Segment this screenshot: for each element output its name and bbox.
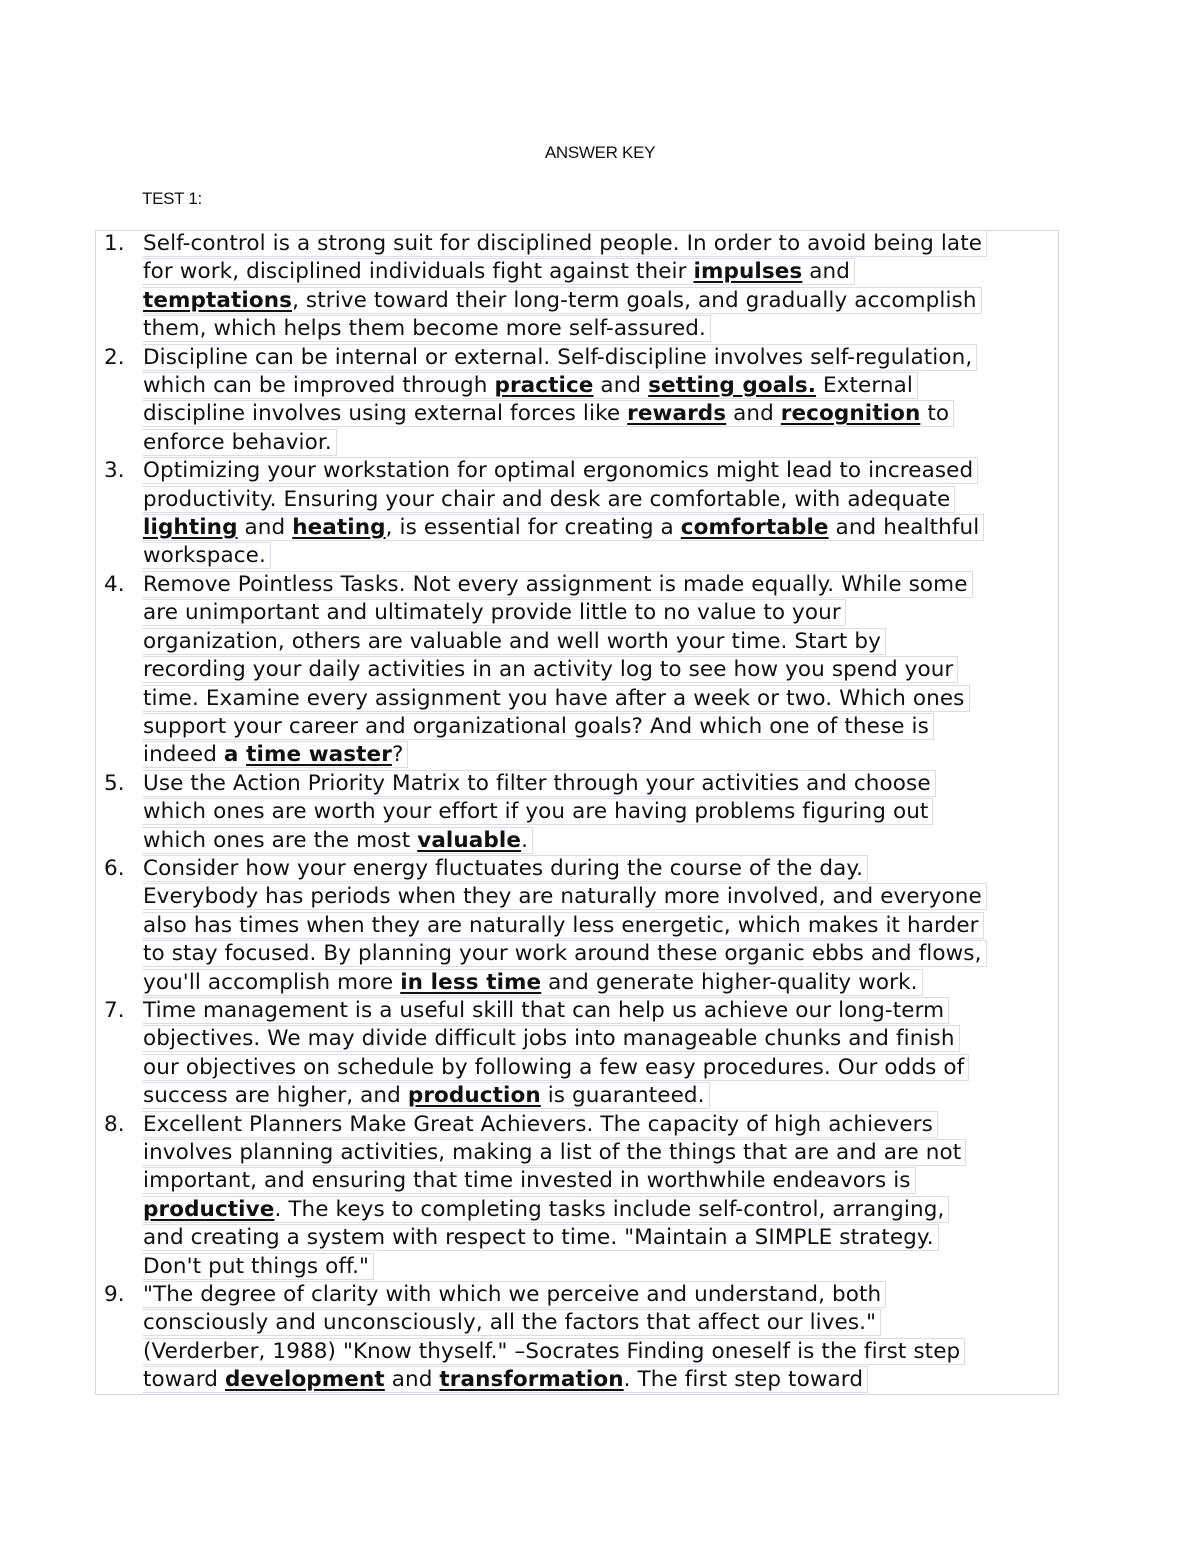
- answer-text: Excellent Planners Make Great Achievers. The capacity of high achievers: [143, 1111, 933, 1137]
- item-number: 6.: [104, 855, 125, 881]
- answer-text: . The keys to completing tasks include self-control, arranging,: [274, 1196, 945, 1222]
- answer-line-box: [142, 969, 923, 996]
- answer-line-box: [142, 315, 711, 342]
- answer-item: [104, 855, 1060, 997]
- answer-text: support your career and organizational goals? And which one of these is: [143, 713, 929, 739]
- answer-text: Don't put things off.": [143, 1253, 370, 1279]
- answer-line-box: [142, 798, 933, 825]
- answer-line-box: [142, 1196, 949, 1223]
- answer-text: productivity. Ensuring your chair and desk are comfortable, with adequate: [143, 486, 951, 512]
- answer-line: [142, 1111, 1060, 1139]
- answer-line: [142, 429, 1060, 457]
- answer-keyword: recognition: [780, 401, 921, 427]
- answer-text: and: [237, 515, 293, 541]
- answer-keyword: in less time: [400, 969, 542, 995]
- item-number: 2.: [104, 344, 125, 370]
- answer-line-box: [142, 997, 949, 1024]
- answer-text: and: [726, 401, 781, 427]
- answer-line-box: [142, 599, 846, 626]
- answer-keyword: setting goals.: [648, 373, 817, 399]
- answer-line: [142, 1338, 1060, 1366]
- answer-line-box: [142, 855, 868, 882]
- answer-line-box: [142, 230, 987, 257]
- answer-line-box: [142, 1025, 960, 1052]
- answer-line: [142, 1196, 1060, 1224]
- answer-line: [142, 912, 1060, 940]
- answer-text: Consider how your energy fluctuates during the course of the day.: [143, 855, 864, 881]
- answer-line: [142, 1366, 1060, 1394]
- answer-keyword: productive: [143, 1196, 275, 1222]
- item-number: 7.: [104, 997, 125, 1023]
- answer-line: [142, 997, 1060, 1025]
- answer-line-box: [142, 1111, 938, 1138]
- answer-text: toward: [143, 1367, 225, 1393]
- answer-text: (Verderber, 1988) "Know thyself." –Socrates Finding oneself is the first step: [143, 1338, 961, 1364]
- answer-line-box: [142, 457, 978, 484]
- answer-keyword: impulses: [693, 259, 803, 285]
- page-title: ANSWER KEY: [544, 143, 656, 162]
- answer-line-box: [142, 1139, 966, 1166]
- answer-line-box: [142, 372, 918, 399]
- answer-line-box: [142, 685, 970, 712]
- answer-line-box: [142, 344, 977, 371]
- answer-line: [142, 741, 1060, 769]
- answer-list: [104, 230, 1060, 1395]
- answer-line-box: [142, 741, 408, 768]
- answer-line: [142, 628, 1060, 656]
- answer-keyword: comfortable: [680, 515, 829, 541]
- answer-line-box: [142, 656, 958, 683]
- answer-line-box: [142, 827, 533, 854]
- answer-line-box: [142, 1224, 939, 1251]
- answer-keyword: transformation: [439, 1367, 624, 1393]
- answer-line: [142, 827, 1060, 855]
- answer-text: to: [920, 401, 950, 427]
- answer-line-box: [142, 571, 973, 598]
- answer-keyword: production: [407, 1083, 541, 1109]
- answer-line: [142, 315, 1060, 343]
- answer-line-box: [142, 287, 982, 314]
- answer-text: and: [593, 373, 649, 399]
- answer-line-box: [142, 258, 855, 285]
- bold-text: a: [223, 742, 247, 768]
- answer-keyword: valuable: [417, 827, 522, 853]
- answer-text: Use the Action Priority Matrix to filter through your activities and choose: [143, 770, 931, 796]
- test-heading: TEST 1:: [142, 189, 202, 208]
- answer-line-box: [142, 713, 934, 740]
- answer-line-box: [142, 486, 955, 513]
- answer-line: [142, 287, 1060, 315]
- answer-line: [142, 1139, 1060, 1167]
- answer-line-box: [142, 1167, 916, 1194]
- answer-item: [104, 1281, 1060, 1395]
- answer-text: ?: [391, 742, 404, 768]
- answer-item: [104, 571, 1060, 770]
- answer-line: [142, 514, 1060, 542]
- answer-keyword: time waster: [246, 742, 392, 768]
- answer-text: you'll accomplish more: [143, 969, 401, 995]
- answer-line-box: [142, 1281, 886, 1308]
- answer-line: [142, 571, 1060, 599]
- answer-line-box: [142, 1253, 374, 1280]
- answer-text: to stay focused. By planning your work around these organic ebbs and flows,: [143, 941, 982, 967]
- answer-line-box: [142, 883, 987, 910]
- answer-line-box: [142, 400, 954, 427]
- answer-text: which ones are the most: [143, 827, 418, 853]
- answer-line: [142, 883, 1060, 911]
- answer-line-box: [142, 940, 987, 967]
- item-number: 3.: [104, 458, 125, 484]
- answer-text: time. Examine every assignment you have after a week or two. Which ones: [143, 685, 965, 711]
- answer-text: and creating a system with respect to time. "Maintain a SIMPLE strategy.: [143, 1225, 934, 1251]
- answer-line: [142, 1224, 1060, 1252]
- answer-line: [142, 1025, 1060, 1053]
- answer-keyword: development: [225, 1367, 385, 1393]
- answer-text: involves planning activities, making a list of the things that are and are not: [143, 1140, 962, 1165]
- answer-item: [104, 230, 1060, 344]
- answer-line-box: [142, 1338, 965, 1365]
- answer-line: [142, 1253, 1060, 1281]
- answer-text: discipline involves using external forces like: [143, 401, 628, 427]
- answer-line: [142, 1082, 1060, 1110]
- answer-text: and healthful: [828, 515, 980, 541]
- answer-line: [142, 770, 1060, 798]
- answer-text: indeed: [143, 742, 224, 768]
- answer-line: [142, 457, 1060, 485]
- answer-line-box: [142, 912, 984, 939]
- answer-keyword: practice: [494, 373, 594, 399]
- answer-line: [142, 656, 1060, 684]
- answer-text: and generate higher-quality work.: [541, 969, 918, 995]
- answer-text: them, which helps them become more self-assured.: [143, 316, 706, 342]
- answer-line: [142, 344, 1060, 372]
- answer-text: Self-control is a strong suit for disciplined people. In order to avoid being late: [143, 231, 983, 256]
- answer-text: , strive toward their long-term goals, and gradually accomplish: [292, 287, 977, 313]
- answer-text: Discipline can be internal or external. Self-discipline involves self-regulation,: [143, 344, 973, 370]
- answer-item: [104, 1111, 1060, 1281]
- answer-text: Time management is a useful skill that can help us achieve our long-term: [143, 997, 945, 1023]
- answer-line: [142, 713, 1060, 741]
- answer-text: is guaranteed.: [540, 1083, 705, 1109]
- answer-keyword: heating: [292, 515, 386, 541]
- answer-line-box: [142, 770, 936, 797]
- answer-line: [142, 599, 1060, 627]
- answer-line-box: [142, 542, 271, 569]
- answer-text: Everybody has periods when they are naturally more involved, and everyone: [143, 884, 982, 910]
- answer-text: consciously and unconsciously, all the factors that affect our lives.": [143, 1310, 877, 1336]
- answer-text: enforce behavior.: [143, 429, 332, 455]
- answer-line: [142, 400, 1060, 428]
- answer-line: [142, 685, 1060, 713]
- answer-line-box: [142, 1082, 710, 1109]
- answer-text: also has times when they are naturally less energetic, which makes it harder: [143, 912, 979, 938]
- answer-line: [142, 1054, 1060, 1082]
- answer-line-box: [142, 1054, 969, 1081]
- answer-item: [104, 457, 1060, 571]
- answer-text: . The first step toward: [623, 1367, 864, 1393]
- answer-text: Optimizing your workstation for optimal ergonomics might lead to increased: [143, 458, 974, 484]
- answer-text: objectives. We may divide difficult jobs into manageable chunks and finish: [143, 1026, 955, 1052]
- answer-line: [142, 230, 1060, 258]
- answer-text: "The degree of clarity with which we perceive and understand, both: [143, 1282, 882, 1308]
- answer-text: workspace.: [143, 543, 266, 569]
- answer-line: [142, 542, 1060, 570]
- answer-keyword: temptations: [143, 287, 293, 313]
- answer-text: .: [521, 827, 528, 853]
- answer-keyword: lighting: [143, 515, 238, 541]
- answer-keyword: rewards: [627, 401, 727, 427]
- item-number: 5.: [104, 770, 125, 796]
- item-number: 9.: [104, 1282, 125, 1308]
- answer-line: [142, 940, 1060, 968]
- answer-text: and: [802, 259, 851, 285]
- item-number: 8.: [104, 1111, 125, 1137]
- answer-line: [142, 1309, 1060, 1337]
- answer-text: and: [384, 1367, 440, 1393]
- answer-text: External: [816, 373, 913, 399]
- answer-line: [142, 798, 1060, 826]
- answer-line: [142, 486, 1060, 514]
- answer-text: which ones are worth your effort if you are having problems figuring out: [143, 799, 929, 825]
- answer-line: [142, 1281, 1060, 1309]
- answer-item: [104, 997, 1060, 1111]
- answer-line: [142, 969, 1060, 997]
- answer-line-box: [142, 514, 984, 541]
- answer-line-box: [142, 1366, 868, 1393]
- answer-line: [142, 855, 1060, 883]
- item-number: 1.: [104, 231, 125, 256]
- answer-text: are unimportant and ultimately provide little to no value to your: [143, 600, 841, 626]
- answer-line-box: [142, 429, 337, 456]
- answer-line: [142, 1167, 1060, 1195]
- answer-line-box: [142, 628, 886, 655]
- answer-text: important, and ensuring that time invested in worthwhile endeavors is: [143, 1168, 911, 1194]
- answer-item: [104, 770, 1060, 855]
- answer-line-box: [142, 1309, 881, 1336]
- answer-text: for work, disciplined individuals fight against their: [143, 259, 694, 285]
- answer-line: [142, 372, 1060, 400]
- answer-text: , is essential for creating a: [385, 515, 681, 541]
- answer-text: our objectives on schedule by following a few easy procedures. Our odds of: [143, 1054, 965, 1080]
- answer-line: [142, 258, 1060, 286]
- item-number: 4.: [104, 571, 125, 597]
- answer-item: [104, 344, 1060, 458]
- answer-text: success are higher, and: [143, 1083, 408, 1109]
- answer-text: Remove Pointless Tasks. Not every assignment is made equally. While some: [143, 571, 968, 597]
- answer-text: organization, others are valuable and well worth your time. Start by: [143, 628, 881, 654]
- answer-text: which can be improved through: [143, 373, 495, 399]
- answer-text: recording your daily activities in an activity log to see how you spend your: [143, 657, 954, 683]
